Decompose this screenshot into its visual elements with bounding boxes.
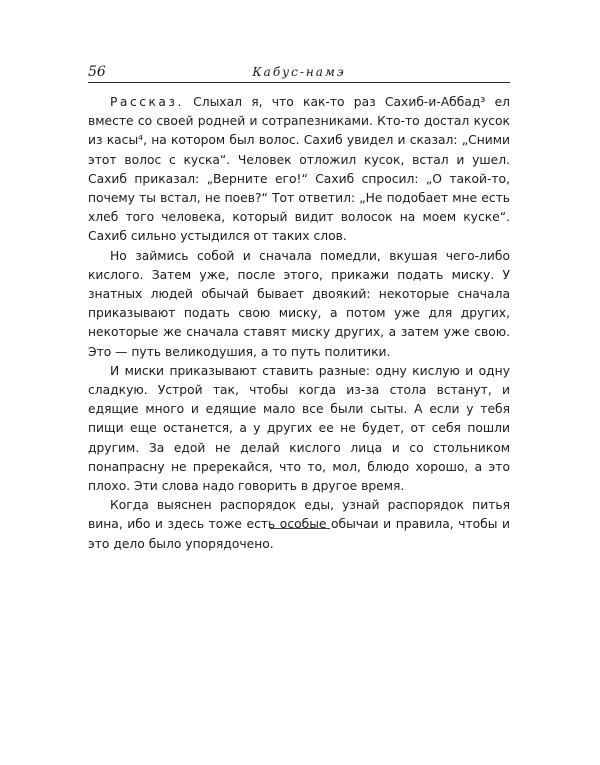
story-lead: Рассказ. (110, 95, 184, 109)
end-rule (270, 528, 330, 529)
paragraph-3: И миски приказывают ставить разные: одну кислую и одну сладкую. Устрой так, чтобы когда из-за стола встанут, и едящие много и едящие мало все были сыты. А если у тебя пищи еще останется, а у других ее не будет, от себя пошли другим. За едой не делай кислого лица и со стольником понапрасну не пререкайся, что то, мол, блюдо хорошо, а это плохо. Эти слова надо говорить в другое время. (88, 363, 510, 494)
paragraph-1 (88, 93, 510, 247)
paragraph-1-text: Слыхал я, что как-то раз Сахиб-и-Аббад³ ел вместе со своей родней и сотрапезниками. Кто-то достал кусок из касы⁴, на котором был волос. Сахиб увидел и сказал: „Сними этот волос с куска“. Человек отложил кусок, встал и ушел. Сахиб приказал: „Верните его!“ Сахиб спросил: „О такой-то, почему ты встал, не поев?“ Тот ответил: „Не подобает мне есть хлеб того человека, который видит волосок на моем куске“. Сахиб сильно устыдился от таких слов. (88, 95, 510, 244)
body-text (88, 93, 510, 554)
page-header (88, 64, 510, 84)
running-title: Кабус-намэ (252, 65, 346, 79)
page-number: 56 (88, 64, 106, 80)
paragraph-2: Но займись собой и сначала помедли, вкушая чего-либо кислого. Затем уже, после этого, прикажи подать миску. У знатных людей обычай бывает двоякий: некоторые сначала приказывают подать свою миску, а потом уже для других, некоторые же сначала ставят миску других, а затем уже свою. Это — путь великодушия, а то путь политики. (88, 248, 510, 359)
paragraph-4: Когда выяснен распорядок еды, узнай распорядок питья вина, ибо и здесь тоже есть особые обычаи и правила, чтобы и это дело было упорядочено. (88, 498, 510, 551)
header-rule (88, 82, 510, 83)
